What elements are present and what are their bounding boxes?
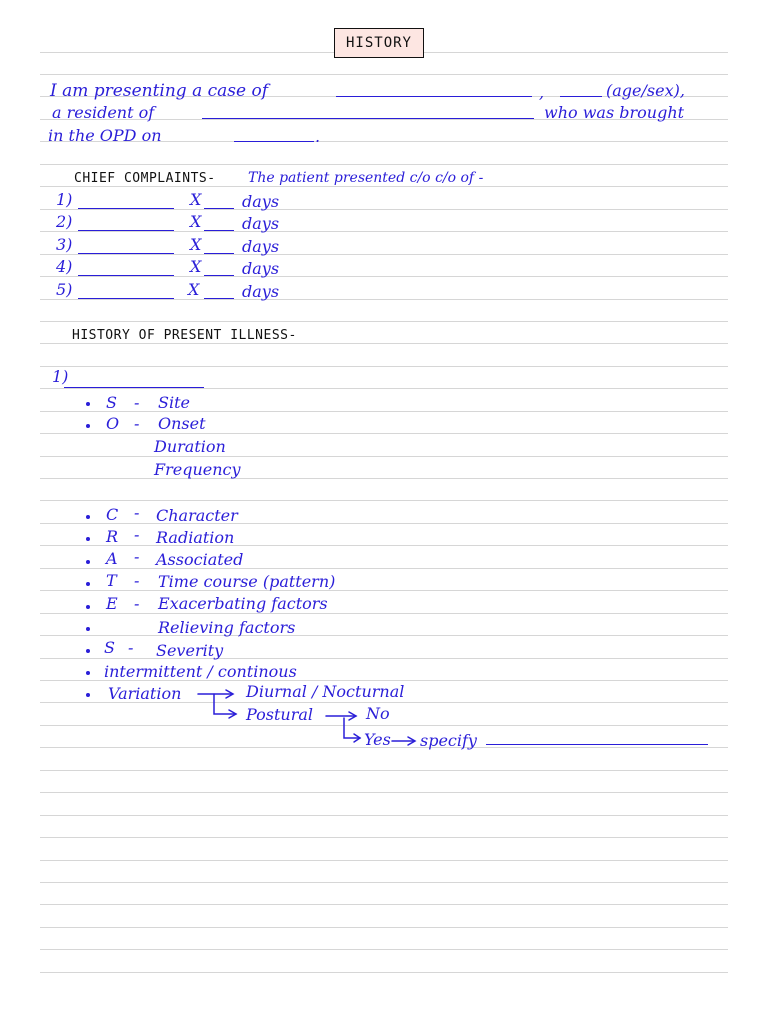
postural-no-label: No	[366, 704, 390, 723]
complaint-x: X	[190, 212, 202, 231]
hpi-heading: HISTORY OF PRESENT ILLNESS-	[72, 328, 297, 343]
socrates-letter: S	[104, 638, 115, 657]
intro-line2-end: who was brought	[544, 103, 685, 122]
socrates-label: Character	[156, 506, 238, 525]
socrates-dash: -	[128, 638, 134, 657]
complaint-x: X	[188, 280, 200, 299]
socrates-label: Severity	[156, 641, 224, 660]
specify-label: specify	[420, 731, 477, 750]
socrates-label: Radiation	[156, 528, 235, 547]
complaint-number: 2)	[56, 212, 73, 231]
socrates-letter: C	[106, 505, 119, 524]
socrates-dash: -	[134, 594, 140, 613]
chief-complaints-subtitle: The patient presented c/o c/o of -	[248, 170, 484, 186]
intermittent-label: intermittent / continous	[104, 662, 297, 681]
complaint-unit: days	[242, 214, 280, 233]
complaint-x: X	[190, 235, 202, 254]
socrates-label: Time course (pattern)	[158, 572, 336, 591]
socrates-dash: -	[134, 525, 140, 544]
chief-complaints-heading: CHIEF COMPLAINTS-	[74, 171, 216, 186]
socrates-letter: S	[106, 393, 117, 412]
intro-comma: ,	[539, 83, 545, 102]
complaint-number: 5)	[56, 280, 73, 299]
socrates-letter: O	[106, 414, 120, 433]
socrates-letter: T	[106, 571, 117, 590]
hpi-item-number: 1)	[52, 367, 69, 386]
complaint-number: 4)	[56, 257, 73, 276]
complaint-unit: days	[242, 282, 280, 301]
socrates-letter: R	[106, 527, 119, 546]
socrates-label: Onset	[158, 414, 206, 433]
intro-age-sex-label: (age/sex),	[606, 81, 685, 100]
intro-line2-text: a resident of	[52, 103, 155, 122]
page-title: HISTORY	[334, 28, 424, 58]
intro-line3-text: in the OPD on	[48, 126, 162, 145]
complaint-x: X	[190, 190, 202, 209]
socrates-dash: -	[134, 503, 140, 522]
arrow-to-postural-icon	[214, 694, 236, 714]
socrates-label: Site	[158, 393, 190, 412]
intro-period: .	[315, 127, 321, 146]
complaint-x: X	[190, 257, 202, 276]
diurnal-nocturnal-label: Diurnal / Nocturnal	[246, 682, 405, 701]
complaint-number: 3)	[56, 235, 73, 254]
socrates-label: Exacerbating factors	[158, 594, 328, 613]
arrow-to-yes-icon	[344, 718, 360, 738]
intro-line1-text: I am presenting a case of	[50, 81, 268, 101]
complaint-unit: days	[242, 192, 280, 211]
socrates-dash: -	[134, 571, 140, 590]
socrates-label: Relieving factors	[158, 618, 296, 637]
complaint-unit: days	[242, 259, 280, 278]
postural-label: Postural	[246, 705, 313, 724]
postural-yes-label: Yes	[364, 730, 391, 749]
socrates-letter: E	[106, 594, 118, 613]
socrates-letter: A	[106, 549, 118, 568]
socrates-label: Duration	[154, 437, 226, 456]
socrates-dash: -	[134, 547, 140, 566]
socrates-dash: -	[134, 393, 140, 412]
complaint-number: 1)	[56, 190, 73, 209]
complaint-unit: days	[242, 237, 280, 256]
variation-label: Variation	[108, 684, 182, 703]
socrates-label: Frequency	[154, 460, 241, 479]
socrates-dash: -	[134, 414, 140, 433]
socrates-label: Associated	[156, 550, 244, 569]
